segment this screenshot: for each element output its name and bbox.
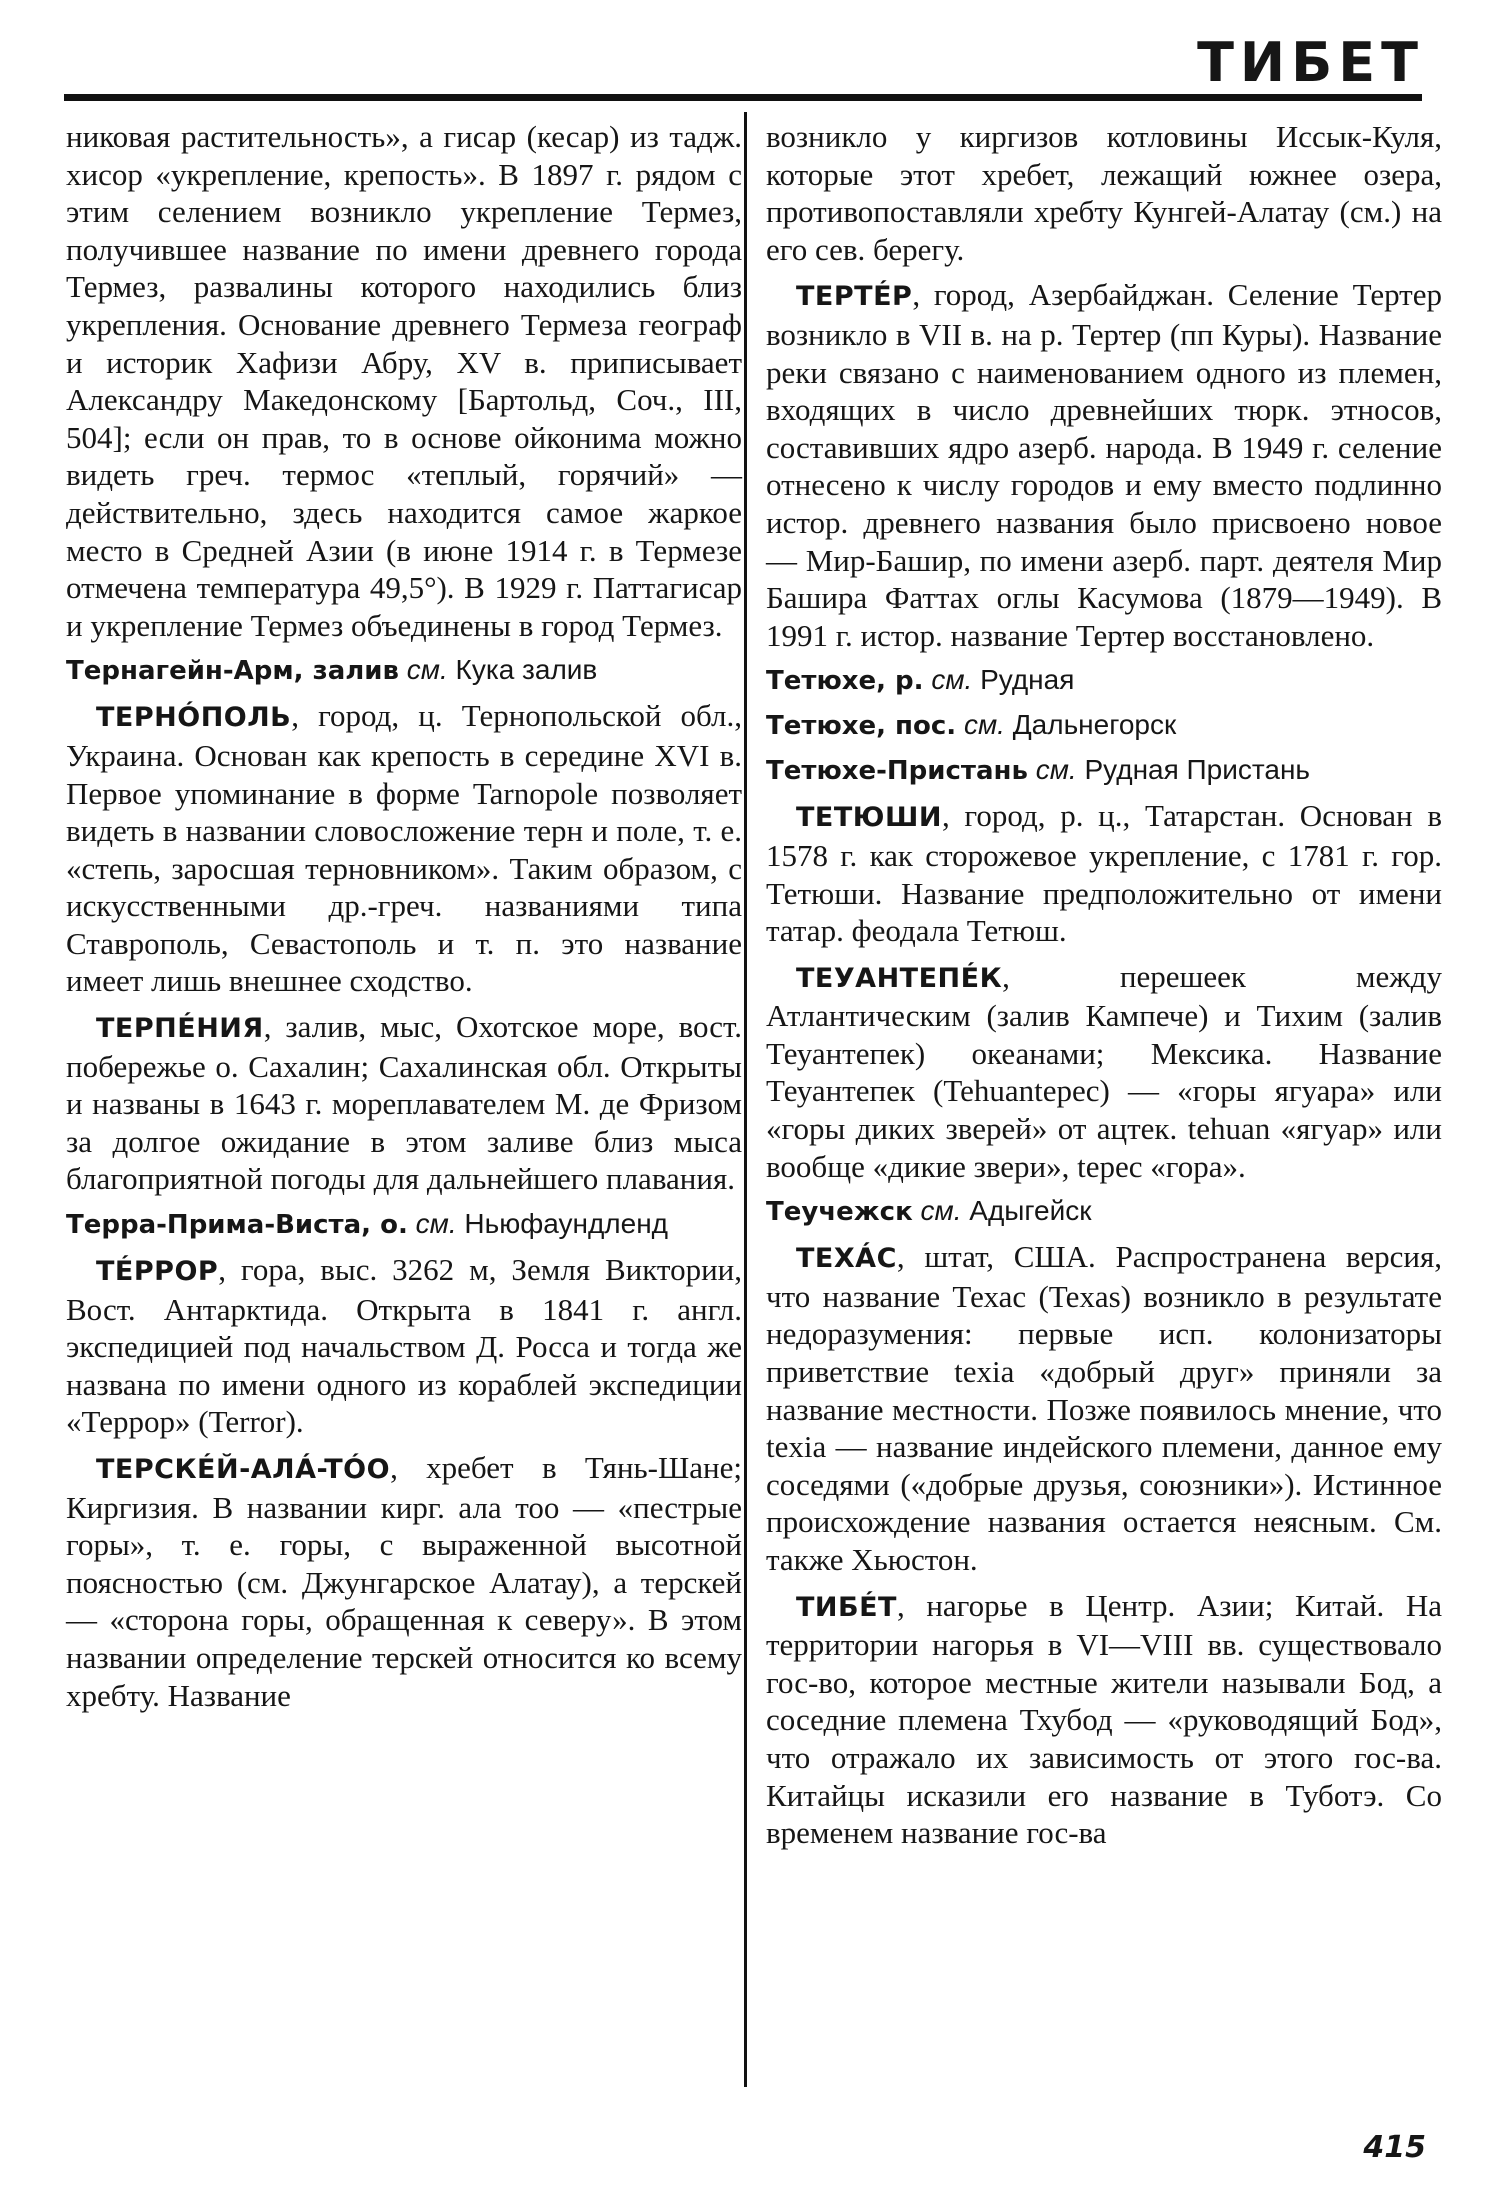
- entry-headword: TÉРРОР: [96, 1256, 219, 1288]
- entry-terskey-ala-too: [66, 1449, 742, 1714]
- right-column: [766, 118, 1442, 1860]
- entry-continuation: никовая растительность», а гисар (кесар) из тадж. хисор «укрепление, крепость». В 1897 г. рядом с этим селением возникло укрепление Термез, получившее название по имени древнего города Термез, развалины которого находились близ укрепления. Основание древнего Термеза географ и историк Хафизи Абру, XV в. приписывает Александру Македонскому [Бартольд, Соч., III, 504]; если он прав, то в основе ойконима можно видеть греч. термос «теплый, горячий» — действительно, здесь находится самое жаркое место в Средней Азии (в июне 1914 г. в Термезе отмечена температура 49,5°). В 1929 г. Паттагисар и укрепление Термез объединены в город Термез.: [66, 119, 742, 643]
- reference-headword: Теучежск: [766, 1197, 913, 1228]
- entry-teuantepek: [766, 958, 1442, 1186]
- entry-headword: ТЕТЮШИ: [796, 802, 942, 834]
- page-number: 415: [1363, 2130, 1426, 2165]
- cross-reference: [766, 707, 1442, 744]
- reference-target: Рудная: [980, 664, 1075, 696]
- column-divider: [744, 112, 747, 2087]
- entry-text: , штат, США. Распространена версия, что название Техас (Texas) возникло в результате недоразумения: первые исп. колонизаторы приветствие texia «добрый друг» приняли за название местности. Позже появилось мнение, что texia — название индейского племени, данное ему соседями («добрые друзья, союзники»). Истинное происхождение названия остается неясным. См. также Хьюстон.: [766, 1239, 1442, 1577]
- entry-terter: [766, 276, 1442, 654]
- entry-ternopol: [66, 697, 742, 1000]
- entry-headword: ТИБÉТ: [796, 1591, 897, 1623]
- entry-text: , город, ц. Тернопольской обл., Украина. Основан как крепость в середине XVI в. Первое упоминание в форме Tarnopole позволяет видеть в названии словосложение терн и поле, т. е. «степь, заросшая терновником». Таким образом, с искусственными др.-греч. названиями типа Ставрополь, Севастополь и т. п. это название имеет лишь внешнее сходство.: [66, 698, 742, 999]
- reference-target: Дальнегорск: [1012, 709, 1177, 741]
- entry-tetyushi: [766, 797, 1442, 949]
- entry-headword: ТЕРНÓПОЛЬ: [96, 702, 292, 734]
- cross-reference: [766, 662, 1442, 699]
- entry-text: , залив, мыс, Охотское море, вост. побережье о. Сахалин; Сахалинская обл. Открыты и названы в 1643 г. мореплавателем М. де Фризом за долгое ожидание в этом заливе близ мыса благоприятной погоды для дальнейшего плавания.: [66, 1009, 742, 1197]
- reference-target: Ньюфаундленд: [464, 1208, 669, 1240]
- cross-reference: [66, 1206, 742, 1243]
- header-rule: [64, 94, 1422, 101]
- reference-headword: Тернагейн-Арм, залив: [66, 656, 399, 687]
- entry-text: , хребет в Тянь-Шане; Киргизия. В названии кирг. ала тоо — «пестрые горы», т. е. горы, с выраженной высотной поясностью (см. Джунгарское Алатау), а терскей — «сторона горы, обращенная к северу». В этом названии определение терскей относится ко всему хребту. Название: [66, 1450, 742, 1713]
- cross-reference: [766, 752, 1442, 789]
- see-label: см.: [931, 664, 973, 696]
- reference-target: Рудная Пристань: [1084, 754, 1311, 786]
- entry-headword: ТЕХÁС: [796, 1243, 897, 1275]
- entry-terpeniya: [66, 1008, 742, 1198]
- entry-text: , город, Азербайджан. Селение Тертер возникло в VII в. на р. Тертер (пп Куры). Название реки связано с наименованием одного из племен, входящих в число древнейших тюрк. этносов, составивших ядро азерб. народа. В 1949 г. селение отнесено к числу городов и ему вместо подлинно истор. древнего названия было присвоено новое — Мир-Башир, по имени азерб. парт. деятеля Мир Башира Фаттах оглы Касумова (1879—1949). В 1991 г. истор. название Тертер восстановлено.: [766, 277, 1442, 653]
- reference-headword: Тетюхе, р.: [766, 666, 924, 697]
- entry-tibet: [766, 1587, 1442, 1852]
- entry-text: , нагорье в Центр. Азии; Китай. На территории нагорья в VI—VIII вв. существовало гос-во, которое местные жители называли Бод, а соседние племена Тхубод — «руководящий Бод», что отражало их зависимость от этого гос-ва. Китайцы исказили его название в Туботэ. Со временем название гос-ва: [766, 1587, 1442, 1851]
- entry-text: , перешеек между Атлантическим (залив Кампече) и Тихим (залив Теуантепек) океанами; Мексика. Название Теуантепек (Tehuantepec) — «горы ягуара» или «горы диких зверей» от ацтек. tehuan «ягуар» или вообще «дикие звери», tepec «гора».: [766, 958, 1442, 1184]
- entry-tekhas: [766, 1238, 1442, 1578]
- entry-headword: ТЕРПÉНИЯ: [96, 1013, 264, 1045]
- see-label: см.: [1035, 754, 1077, 786]
- see-label: см.: [406, 654, 448, 686]
- entry-headword: ТЕРТÉР: [796, 281, 913, 313]
- cross-reference: [66, 652, 742, 689]
- entry-headword: ТЕРСКÉЙ-АЛÁ-TÓO: [96, 1454, 391, 1485]
- cross-reference: [766, 1193, 1442, 1230]
- entry-text: , гора, выс. 3262 м, Земля Виктории, Вост. Антарктида. Открыта в 1841 г. англ. экспедицией под начальством Д. Росса и тогда же названа по имени одного из кораблей экспедиции «Террор» (Terror).: [66, 1252, 742, 1440]
- entry-continuation: возникло у киргизов котловины Иссык-Куля, которые этот хребет, лежащий южнее озера, противопоставляли хребту Кунгей-Алатау (см.) на его сев. берегу.: [766, 119, 1442, 267]
- running-head: ТИБЕТ: [1197, 31, 1424, 94]
- left-column: [66, 118, 742, 1722]
- see-label: см.: [415, 1208, 457, 1240]
- see-label: см.: [963, 709, 1005, 741]
- see-label: см.: [920, 1195, 962, 1227]
- entry-headword: ТЕУАНТЕПÉК: [796, 962, 1003, 994]
- reference-headword: Терра-Прима-Виста, о.: [66, 1210, 408, 1241]
- reference-target: Адыгейск: [969, 1195, 1092, 1227]
- reference-headword: Тетюхе-Пристань: [766, 756, 1028, 787]
- entry-text: , город, р. ц., Татарстан. Основан в 1578 г. как сторожевое укрепление, с 1781 г. гор. Тетюши. Название предположительно от имени татар. феодала Тетюш.: [766, 798, 1442, 949]
- entry-terror: [66, 1251, 742, 1441]
- reference-headword: Тетюхе, пос.: [766, 711, 957, 742]
- reference-target: Кука залив: [455, 654, 598, 686]
